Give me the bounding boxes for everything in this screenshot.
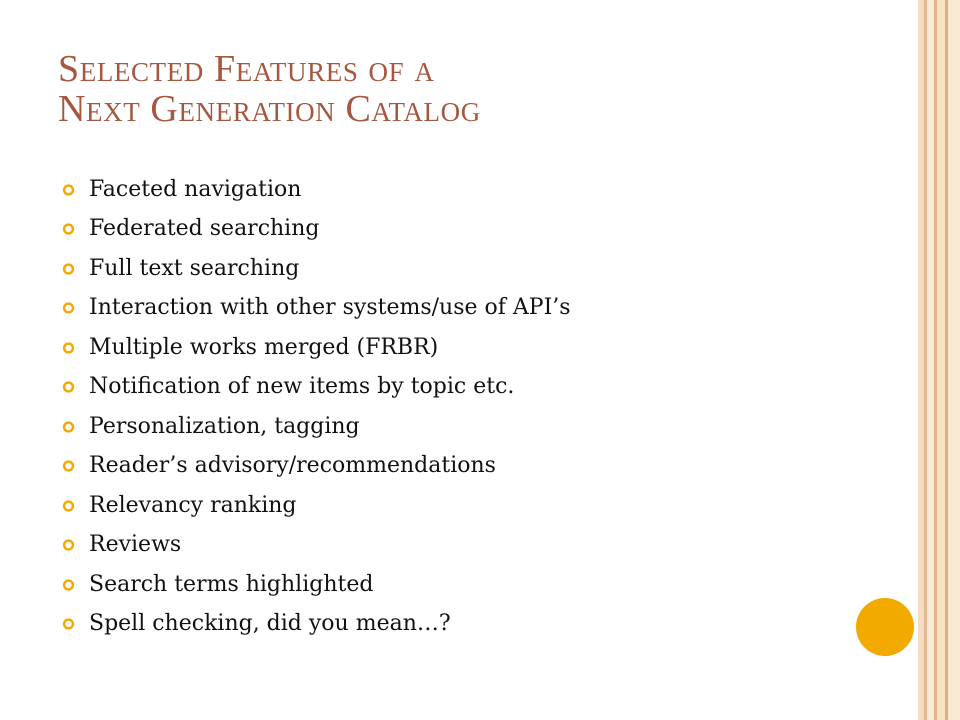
- title-line-1: Selected Features of a: [58, 48, 435, 90]
- bullet-item: [62, 447, 822, 487]
- slide-title: [58, 50, 818, 130]
- bullet-text: Relevancy ranking: [89, 492, 297, 518]
- ring-bullet-icon: [62, 381, 75, 394]
- stripe: [948, 0, 960, 720]
- bullet-text: Multiple works merged (FRBR): [89, 334, 439, 360]
- ring-bullet-icon: [62, 262, 75, 275]
- ring-bullet-icon: [62, 460, 75, 473]
- bullet-text: Interaction with other systems/use of API’s: [89, 295, 571, 321]
- bullet-text: Search terms highlighted: [89, 571, 374, 597]
- bullet-text: Federated searching: [89, 216, 320, 242]
- bullet-text: Full text searching: [89, 255, 300, 281]
- bullet-item: [62, 526, 822, 566]
- stripe: [927, 0, 934, 720]
- bullet-list: [62, 170, 822, 644]
- bullet-text: Notification of new items by topic etc.: [89, 374, 515, 400]
- bullet-text: Reader’s advisory/recommendations: [89, 453, 496, 479]
- bullet-text: Personalization, tagging: [89, 413, 360, 439]
- ring-bullet-icon: [62, 499, 75, 512]
- title-line-2: Next Generation Catalog: [58, 87, 481, 130]
- bullet-item: [62, 605, 822, 645]
- bullet-item: [62, 407, 822, 447]
- ring-bullet-icon: [62, 223, 75, 236]
- bullet-text: Reviews: [89, 532, 182, 558]
- bullet-item: [62, 249, 822, 289]
- ring-bullet-icon: [62, 302, 75, 315]
- ring-bullet-icon: [62, 618, 75, 631]
- bullet-item: [62, 486, 822, 526]
- ring-bullet-icon: [62, 420, 75, 433]
- bullet-item: [62, 289, 822, 329]
- bullet-text: Spell checking, did you mean…?: [89, 611, 451, 637]
- bullet-item: [62, 210, 822, 250]
- ring-bullet-icon: [62, 341, 75, 354]
- bullet-text: Faceted navigation: [89, 176, 302, 202]
- ring-bullet-icon: [62, 539, 75, 552]
- orange-circle-icon: [856, 598, 914, 656]
- stripe: [937, 0, 945, 720]
- ring-bullet-icon: [62, 578, 75, 591]
- bullet-item: [62, 368, 822, 408]
- bullet-item: [62, 565, 822, 605]
- bullet-item: [62, 328, 822, 368]
- decorative-stripes: [918, 0, 960, 720]
- ring-bullet-icon: [62, 183, 75, 196]
- bullet-item: [62, 170, 822, 210]
